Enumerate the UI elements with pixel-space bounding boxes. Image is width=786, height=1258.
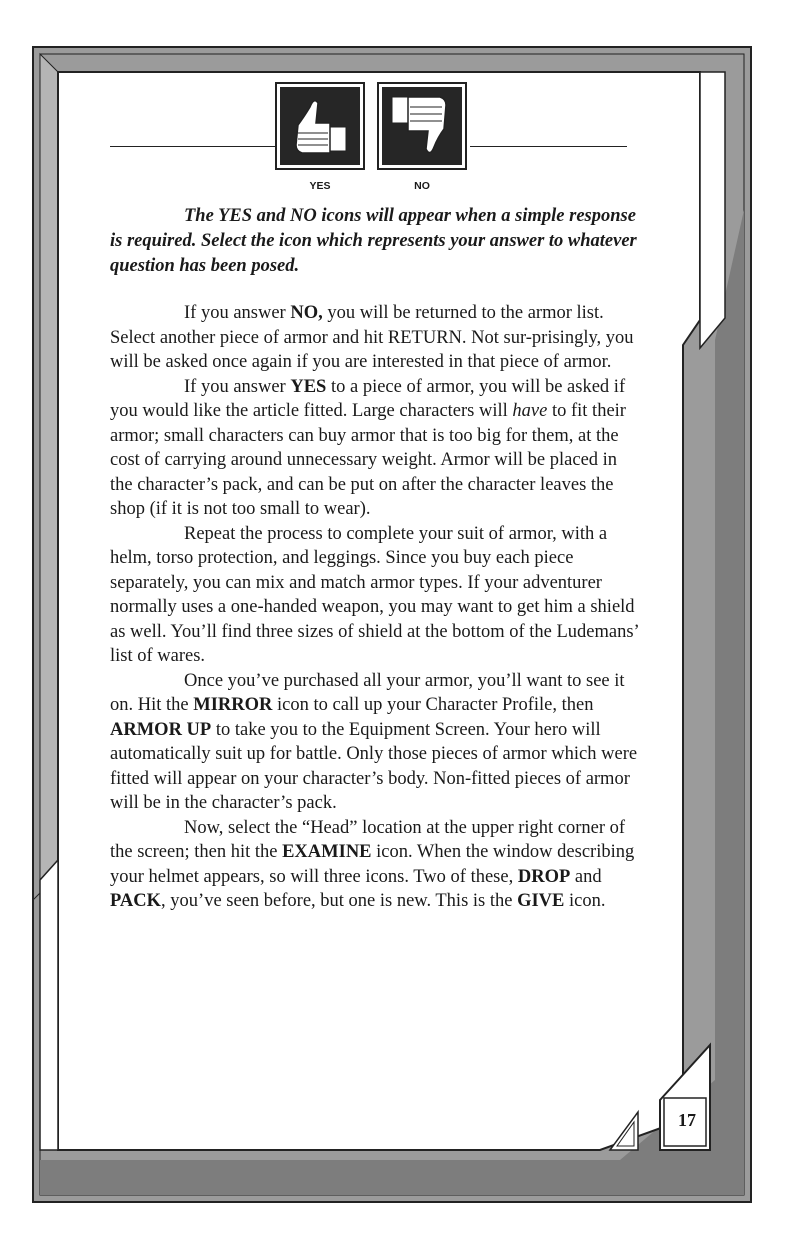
paragraph-1 [110,301,640,375]
divider-left [110,146,276,147]
yes-icon-button[interactable] [275,82,365,170]
thumbs-down-icon [382,87,462,165]
text-run: icon. [564,891,606,911]
paragraph-5 [110,816,640,914]
no-icon-button[interactable] [377,82,467,170]
paragraph-4 [110,669,640,816]
bold-term-no: NO, [290,303,323,323]
page-content [110,204,640,914]
italic-have: have [512,401,548,421]
paragraph-3: Repeat the process to complete your suit of armor, with a helm, torso protection, and leggings. Since you buy each piece separately, you can mix and match armor types. If your adventurer normally uses a one-handed weapon, you may want to get him a shield as well. You’ll find three sizes of shield at the bottom of the Ludemans’ list of wares. [110,523,639,666]
body-text [110,301,640,914]
bold-term-armor-up: ARMOR UP [110,719,212,740]
yes-label: YES [309,180,331,192]
text-run: to a piece of armor, you will be asked if you would like the article fitted. Large characters will [110,376,626,421]
bold-term-mirror: MIRROR [193,695,273,715]
text-run: and [570,866,602,887]
bold-term-yes: YES [290,376,327,397]
text-run: If you answer [184,376,291,397]
text-run: to fit their armor; small characters can buy armor that is too big for them, at the cost of carrying around unnecessary weight. Armor will be placed in the character’s pack, and can be put on after the character leaves the shop (if it is not too small to wear). [110,401,626,519]
page-number: 17 [678,1110,696,1130]
paragraph-2 [110,375,640,522]
text-run: If you answer [184,303,291,323]
text-run: to take you to the Equipment Screen. Your hero will automatically suit up for battle. Only those pieces of armor which were fitted will appear on your character’s body. Non-fitted pieces of armor will be in the character’s pack. [110,719,638,813]
intro-paragraph: The YES and NO icons will appear when a simple response is required. Select the icon which represents your answer to whatever question has been posed. [110,206,637,276]
no-label: NO [414,180,430,192]
bold-term-pack: PACK [110,891,162,911]
bold-term-examine: EXAMINE [282,842,372,862]
bold-term-give: GIVE [517,891,565,911]
thumbs-up-icon [280,87,360,165]
text-run: icon. When the window describing your helmet appears, so will three icons. Two of these, [110,842,635,887]
text-run: icon to call up your Character Profile, then [272,695,594,715]
text-run: Now, select the “Head” location at the upper right corner of the screen; then hit the [110,817,626,862]
bold-term-drop: DROP [517,866,571,887]
text-run: you will be returned to the armor list. Select another piece of armor and hit RETURN. Not sur-prisingly, you will be asked once again if you are interested in that piece of armor. [110,303,634,372]
divider-right [470,146,627,147]
text-run: Once you’ve purchased all your armor, you’ll want to see it on. Hit the [110,670,625,715]
text-run: , you’ve seen before, but one is new. This is the [161,891,518,911]
yes-no-icons [275,80,475,195]
